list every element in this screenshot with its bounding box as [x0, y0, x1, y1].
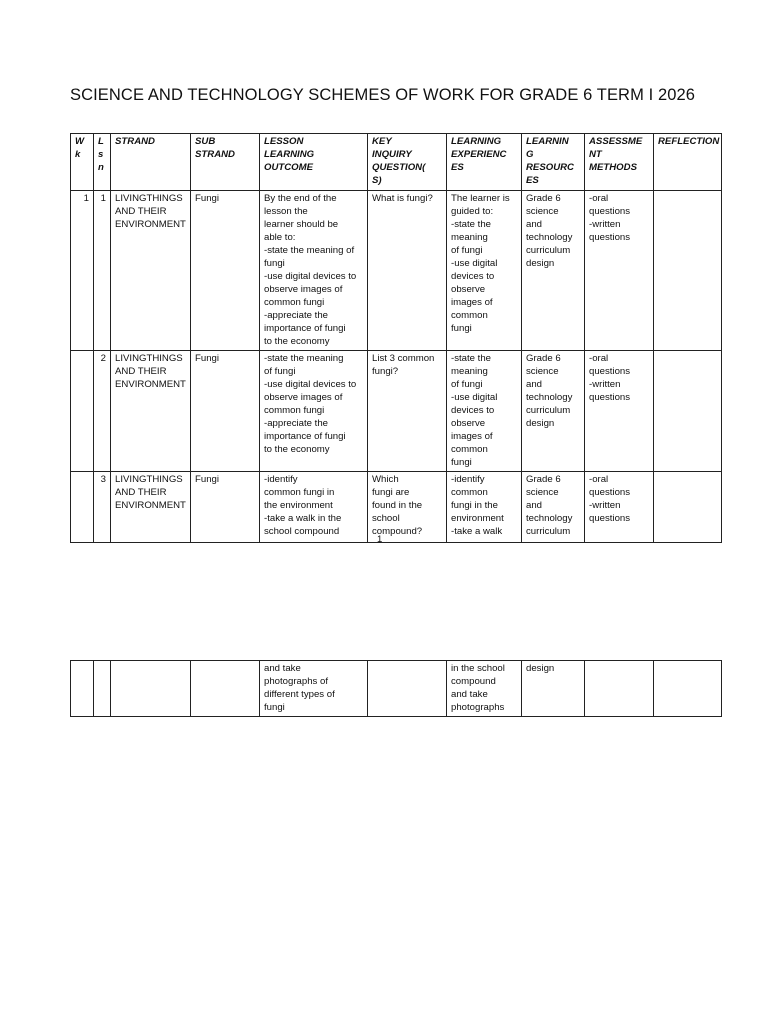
cell-reflection — [654, 661, 722, 717]
header-learning-experiences: LEARNING EXPERIENC ES — [447, 134, 522, 191]
page-number: 1 — [377, 534, 383, 545]
cell-reflection — [654, 351, 722, 472]
cell-strand: LIVINGTHINGS AND THEIR ENVIRONMENT — [111, 351, 191, 472]
cell-assessment: -oral questions -written questions — [585, 472, 654, 543]
cell-strand: LIVINGTHINGS AND THEIR ENVIRONMENT — [111, 191, 191, 351]
table-row — [71, 351, 722, 472]
header-reflection: REFLECTION — [654, 134, 722, 191]
cell-week: 1 — [71, 191, 94, 351]
cell-sub-strand: Fungi — [191, 351, 260, 472]
cell-sub-strand — [191, 661, 260, 717]
cell-outcome: -state the meaning of fungi -use digital devices to observe images of common fungi -appreciate the importance of fungi to the economy — [260, 351, 368, 472]
cell-outcome: By the end of the lesson the learner should be able to: -state the meaning of fungi -use digital devices to observe images of common fungi -appreciate the importance of fungi to the economy — [260, 191, 368, 351]
page-title: SCIENCE AND TECHNOLOGY SCHEMES OF WORK FOR GRADE 6 TERM I 2026 — [70, 86, 696, 104]
cell-outcome: -identify common fungi in the environment -take a walk in the school compound — [260, 472, 368, 543]
cell-experiences: The learner is guided to: -state the meaning of fungi -use digital devices to observe images of common fungi — [447, 191, 522, 351]
cell-resources: Grade 6 science and technology curriculum design — [522, 351, 585, 472]
table-row — [71, 191, 722, 351]
cell-lesson — [94, 661, 111, 717]
cell-lesson: 2 — [94, 351, 111, 472]
cell-resources: Grade 6 science and technology curriculum — [522, 472, 585, 543]
header-strand: STRAND — [111, 134, 191, 191]
cell-experiences: -identify common fungi in the environment -take a walk — [447, 472, 522, 543]
cell-strand — [111, 661, 191, 717]
cell-reflection — [654, 191, 722, 351]
cell-lesson: 1 — [94, 191, 111, 351]
cell-experiences: in the school compound and take photographs — [447, 661, 522, 717]
cell-outcome: and take photographs of different types of fungi — [260, 661, 368, 717]
table-row — [71, 661, 722, 717]
header-assessment-methods: ASSESSME NT METHODS — [585, 134, 654, 191]
cell-week — [71, 661, 94, 717]
cell-week — [71, 472, 94, 543]
cell-strand: LIVINGTHINGS AND THEIR ENVIRONMENT — [111, 472, 191, 543]
header-week: W k — [71, 134, 94, 191]
schemes-of-work-table-continued — [70, 660, 722, 717]
header-learning-outcome: LESSON LEARNING OUTCOME — [260, 134, 368, 191]
cell-sub-strand: Fungi — [191, 191, 260, 351]
cell-question — [368, 661, 447, 717]
header-inquiry-question: KEY INQUIRY QUESTION( S) — [368, 134, 447, 191]
table-row — [71, 472, 722, 543]
cell-sub-strand: Fungi — [191, 472, 260, 543]
cell-question: What is fungi? — [368, 191, 447, 351]
schemes-of-work-table — [70, 133, 722, 543]
cell-week — [71, 351, 94, 472]
cell-resources: Grade 6 science and technology curriculum design — [522, 191, 585, 351]
cell-assessment: -oral questions -written questions — [585, 351, 654, 472]
cell-question: List 3 common fungi? — [368, 351, 447, 472]
cell-resources: design — [522, 661, 585, 717]
header-lesson: L s n — [94, 134, 111, 191]
cell-assessment: -oral questions -written questions — [585, 191, 654, 351]
cell-lesson: 3 — [94, 472, 111, 543]
header-sub-strand: SUB STRAND — [191, 134, 260, 191]
cell-question: Which fungi are found in the school compound? — [368, 472, 447, 543]
header-learning-resources: LEARNIN G RESOURC ES — [522, 134, 585, 191]
cell-experiences: -state the meaning of fungi -use digital devices to observe images of common fungi — [447, 351, 522, 472]
table-header-row — [71, 134, 722, 191]
cell-reflection — [654, 472, 722, 543]
cell-assessment — [585, 661, 654, 717]
